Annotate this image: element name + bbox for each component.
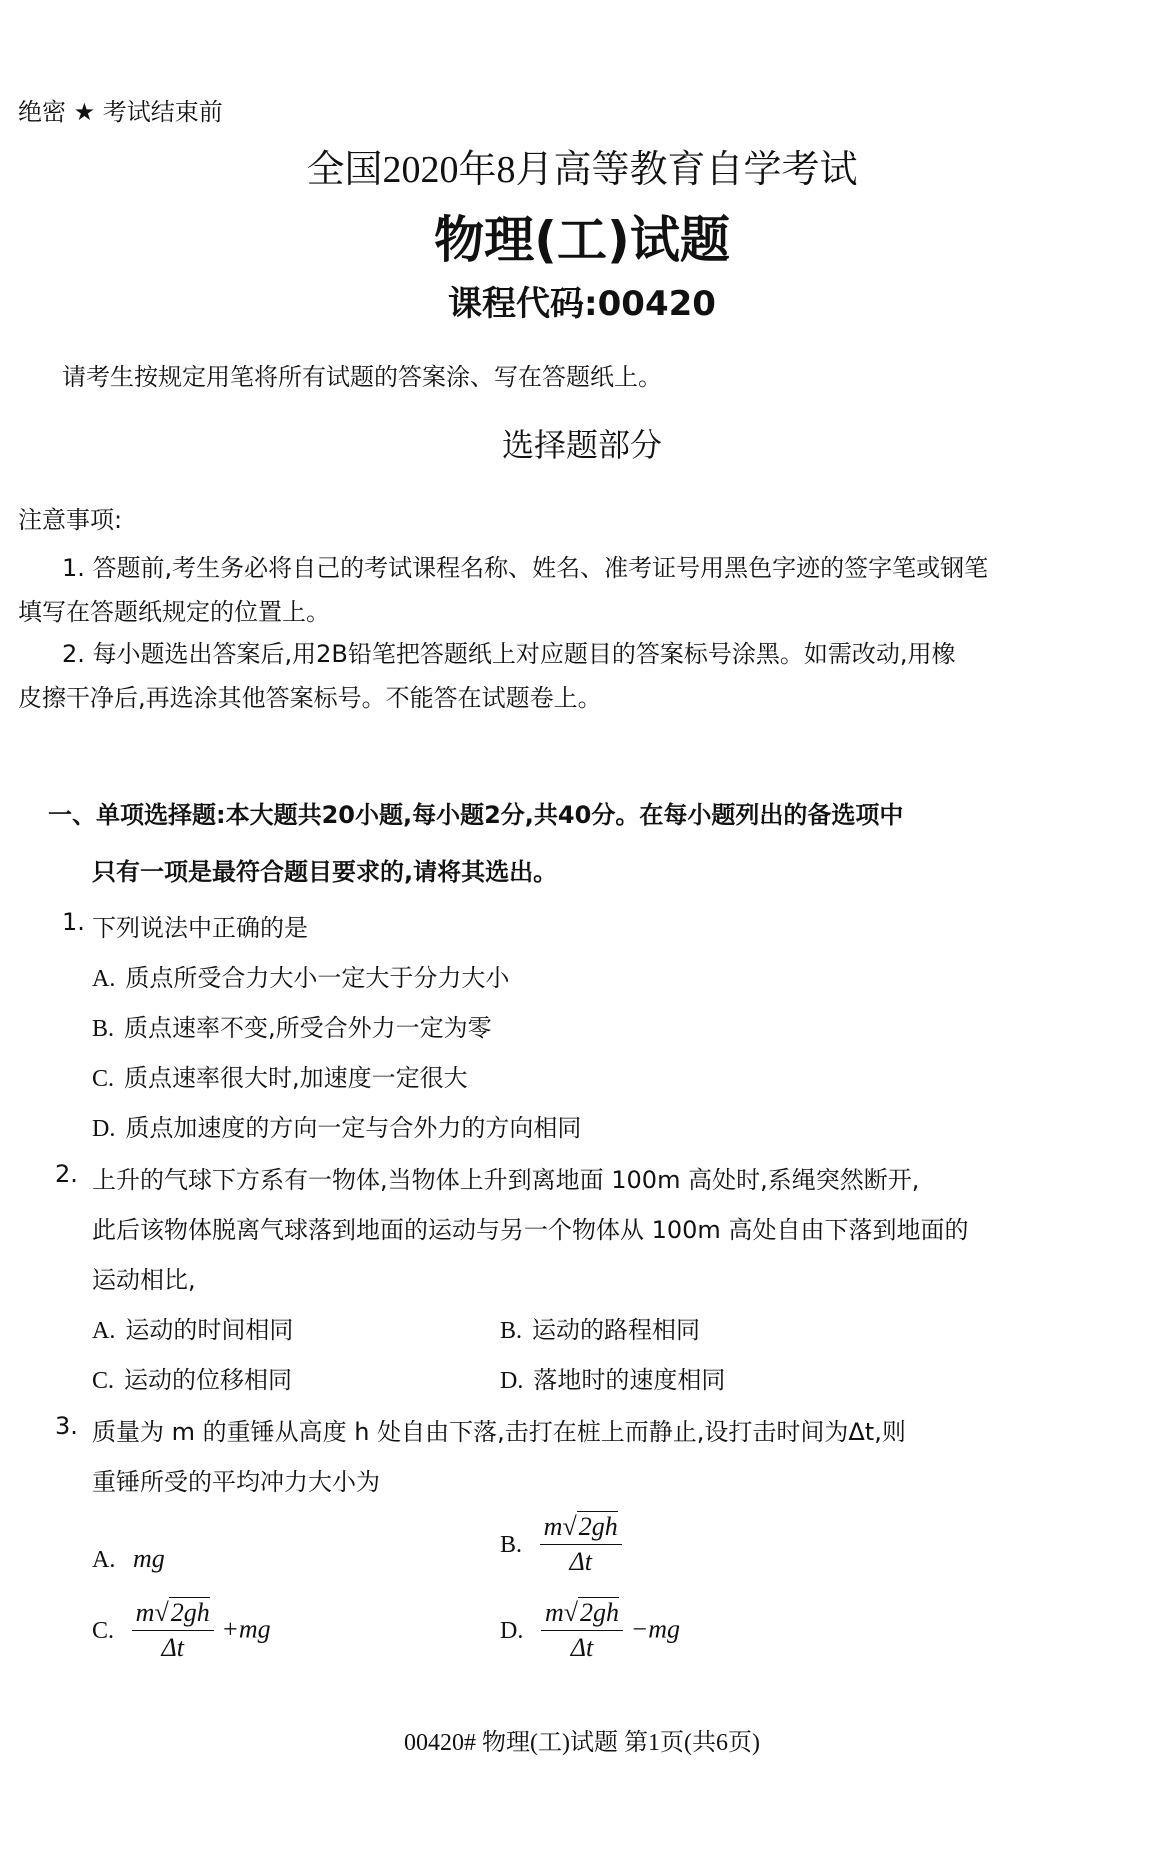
sqrt-icon: √: [562, 1512, 577, 1541]
exam-title: 全国2020年8月高等教育自学考试: [306, 149, 858, 191]
confidential-label: 绝密 ★ 考试结束前: [18, 98, 223, 126]
note-2-line-1: 2. 每小题选出答案后,用2B铅笔把答题纸上对应题目的答案标号涂黑。如需改动,用橡: [62, 640, 956, 668]
sqrt-icon: √: [563, 1598, 579, 1627]
fraction-formula: $\frac{m√2gh}{\Delta t}$: [541, 1598, 623, 1663]
option-a: A. mg: [92, 1544, 165, 1573]
course-code: 课程代码:00420: [448, 284, 716, 324]
general-instruction: 请考生按规定用笔将所有试题的答案涂、写在答题纸上。: [62, 363, 662, 391]
option-c: C. 质点速率很大时,加速度一定很大: [92, 1064, 468, 1092]
formula-mg: mg: [132, 1544, 165, 1573]
question-number: 2.: [55, 1160, 78, 1188]
notes-heading: 注意事项:: [18, 506, 123, 534]
fraction-formula: $\frac{m√2gh}{\Delta t}$: [132, 1598, 214, 1663]
question-stem-line-3: 运动相比,: [92, 1266, 196, 1294]
note-1-line-2: 填写在答题纸规定的位置上。: [18, 598, 330, 626]
section-title: 选择题部分: [501, 426, 662, 464]
note-1-line-1: 1. 答题前,考生务必将自己的考试课程名称、姓名、准考证号用黑色字迹的签字笔或钢笔: [62, 554, 989, 582]
option-b: B. $\frac{m√2gh}{\Delta t}$: [500, 1512, 622, 1577]
note-2-line-2: 皮擦干净后,再选涂其他答案标号。不能答在试题卷上。: [18, 684, 602, 712]
question-number: 1.: [62, 908, 85, 936]
option-c: C. 运动的位移相同: [92, 1366, 293, 1394]
option-b: B. 运动的路程相同: [500, 1316, 701, 1344]
question-stem-line-1: 上升的气球下方系有一物体,当物体上升到离地面 100m 高处时,系绳突然断开,: [92, 1166, 920, 1194]
question-stem-line-2: 重锤所受的平均冲力大小为: [92, 1468, 380, 1496]
sqrt-icon: √: [154, 1598, 169, 1627]
option-a: A. 运动的时间相同: [92, 1316, 294, 1344]
fraction-formula: $\frac{m√2gh}{\Delta t}$: [540, 1512, 622, 1577]
option-c: C. $\frac{m√2gh}{\Delta t}$ +mg: [92, 1598, 271, 1662]
option-a: A. 质点所受合力大小一定大于分力大小: [92, 964, 510, 992]
part-one-heading-line-2: 只有一项是最符合题目要求的,请将其选出。: [92, 858, 558, 886]
part-one-heading-line-1: 一、单项选择题:本大题共20小题,每小题2分,共40分。在每小题列出的备选项中: [48, 801, 904, 829]
option-b: B. 质点速率不变,所受合外力一定为零: [92, 1014, 492, 1042]
page-footer: 00420# 物理(工)试题 第1页(共6页): [404, 1730, 760, 1756]
subject-title: 物理(工)试题: [434, 211, 730, 269]
option-d: D. 落地时的速度相同: [500, 1366, 726, 1394]
question-stem-line-2: 此后该物体脱离气球落到地面的运动与另一个物体从 100m 高处自由下落到地面的: [92, 1216, 969, 1244]
option-d: D. $\frac{m√2gh}{\Delta t}$ −mg: [500, 1598, 681, 1662]
question-number: 3.: [55, 1412, 78, 1440]
question-stem-line-1: 质量为 m 的重锤从高度 h 处自由下落,击打在桩上而静止,设打击时间为Δt,则: [92, 1418, 906, 1446]
question-stem: 下列说法中正确的是: [92, 914, 308, 942]
option-d: D. 质点加速度的方向一定与合外力的方向相同: [92, 1114, 582, 1142]
